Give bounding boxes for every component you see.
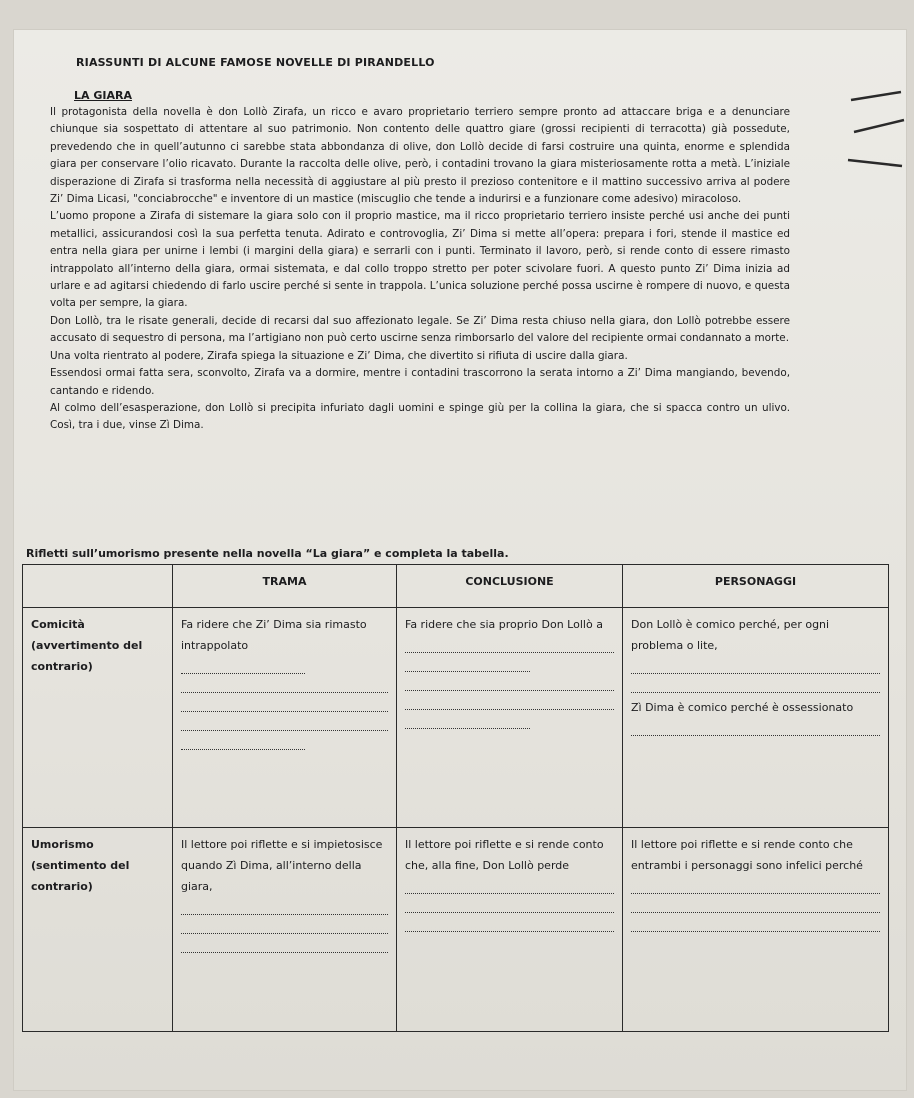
header-empty xyxy=(23,565,173,608)
answer-line[interactable] xyxy=(405,898,614,913)
paragraph: Don Lollò, tra le risate generali, decide di recarsi dal suo affezionato legale. Se Zi’ Dima resta chiuso nella giara, don Lollò potrebbe essere accusato di sequestro di persona, ma l’artigiano non può certo uscirne senza rimborsarlo del valore del recipiente ormai condannato a morte. xyxy=(50,314,790,345)
paragraph: Il protagonista della novella è don Lollò Zirafa, un ricco e avaro proprietario terriero sempre pronto ad attaccare briga e a denunciare chiunque sia sospettato di attentare al suo patrimonio. Non contento delle quattro giare (grossi recipienti di terracotta) già possedute, prevedendo che in quell’autunno ci sarebbe stata abbondanza di olive, don Lollò decide di farsi costruire una quinta, enorme e splendida giara per conservare l’olio ricavato. Durante la raccolta delle olive, però, i contadini trovano la giara misteriosamente rotta a metà. L’iniziale disperazione di Zirafa si trasforma nella necessità di aggiustare al più presto il prezioso contenitore e il mattino successivo arriva al podere Zi’ Dima Licasi, "conciabrocche" e inventore di un mastice (miscuglio che tende a indurirsi e a funzionare come adesivo) miracoloso. xyxy=(50,106,790,206)
answer-line[interactable] xyxy=(181,919,388,934)
paragraph: Al colmo dell’esasperazione, don Lollò si precipita infuriato dagli uomini e spinge giù per la collina la giara, che si spacca contro un ulivo. Così, tra i due, vinse Zì Dima. xyxy=(50,401,790,432)
answer-line[interactable] xyxy=(405,879,614,894)
cell-trama[interactable] xyxy=(173,828,397,1032)
answer-line[interactable] xyxy=(405,676,614,691)
answer-line[interactable] xyxy=(181,900,388,915)
cell-text: Fa ridere che sia proprio Don Lollò a xyxy=(405,618,603,631)
paragraph: L’uomo propone a Zirafa di sistemare la giara solo con il proprio mastice, ma il ricco proprietario terriero insiste perché usi anche dei punti metallici, assicurandosi così la sua perfetta tenuta. Adirato e controvoglia, Zi’ Dima si mette all’opera: prepara i fori, stende il mastice ed entra nella giara per unirne i lembi (i margini della giara) e serrarli con i punti. Terminato il lavoro, però, si rende conto di essere rimasto intrappolato all’interno della giara, ormai sistemata, e dal collo troppo stretto per poter scivolare fuori. A questo punto Zi’ Dima inizia ad urlare e ad agitarsi chiedendo di farlo uscire perché si sente in trappola. L’unica soluzione perché possa uscirne è rompere di nuovo, e questa volta per sempre, la giara. xyxy=(50,210,790,310)
cell-trama[interactable] xyxy=(173,608,397,828)
answer-line[interactable] xyxy=(631,659,880,674)
answer-line[interactable] xyxy=(181,716,388,731)
task-instruction: Rifletti sull’umorismo presente nella novella “La giara” e completa la tabella. xyxy=(26,547,509,560)
answer-line[interactable] xyxy=(631,898,880,913)
answer-line[interactable] xyxy=(181,735,305,750)
answer-line[interactable] xyxy=(631,721,880,736)
cell-text: Il lettore poi riflette e si impietosisce quando Zì Dima, all’interno della giara, xyxy=(181,838,383,893)
answer-line[interactable] xyxy=(181,938,388,953)
answer-line[interactable] xyxy=(405,695,614,710)
humor-analysis-table xyxy=(22,564,889,1032)
paragraph: Essendosi ormai fatta sera, sconvolto, Zirafa va a dormire, mentre i contadini trascorrono la serata intorno a Zi’ Dima mangiando, bevendo, cantando e ridendo. xyxy=(50,367,790,397)
paragraph: Una volta rientrato al podere, Zirafa spiega la situazione e Zi’ Dima, che divertito si rifiuta di uscire dalla giara. xyxy=(50,349,628,362)
answer-line[interactable] xyxy=(405,638,614,653)
header-personaggi: PERSONAGGI xyxy=(623,565,889,608)
answer-line[interactable] xyxy=(405,657,530,672)
cell-text: Il lettore poi riflette e si rende conto che, alla fine, Don Lollò perde xyxy=(405,838,604,872)
answer-line[interactable] xyxy=(631,917,880,932)
header-conclusione: CONCLUSIONE xyxy=(397,565,623,608)
section-title: LA GIARA xyxy=(74,89,132,102)
table-row-umorismo xyxy=(23,828,889,1032)
table-row-comicita xyxy=(23,608,889,828)
answer-line[interactable] xyxy=(405,917,614,932)
answer-line[interactable] xyxy=(405,714,530,729)
answer-line[interactable] xyxy=(631,879,880,894)
page-heading: RIASSUNTI DI ALCUNE FAMOSE NOVELLE DI PIRANDELLO xyxy=(76,56,435,69)
pen-scribble xyxy=(846,90,906,170)
answer-line[interactable] xyxy=(631,678,880,693)
answer-line[interactable] xyxy=(181,659,305,674)
cell-conclusione[interactable] xyxy=(397,828,623,1032)
cell-text: Zì Dima è comico perché è ossessionato xyxy=(631,701,854,714)
cell-text: Il lettore poi riflette e si rende conto che entrambi i personaggi sono infelici perché xyxy=(631,838,863,872)
cell-personaggi[interactable] xyxy=(623,608,889,828)
cell-conclusione[interactable] xyxy=(397,608,623,828)
answer-line[interactable] xyxy=(181,678,388,693)
cell-text: Fa ridere che Zi’ Dima sia rimasto intrappolato xyxy=(181,618,367,652)
answer-line[interactable] xyxy=(181,697,388,712)
header-trama: TRAMA xyxy=(173,565,397,608)
summary-text xyxy=(32,56,792,435)
cell-personaggi[interactable] xyxy=(623,828,889,1032)
table-header-row xyxy=(23,565,889,608)
row-label: Umorismo (sentimento del contrario) xyxy=(23,828,173,1032)
cell-text: Don Lollò è comico perché, per ogni problema o lite, xyxy=(631,618,830,652)
row-label: Comicità (avvertimento del contrario) xyxy=(23,608,173,828)
